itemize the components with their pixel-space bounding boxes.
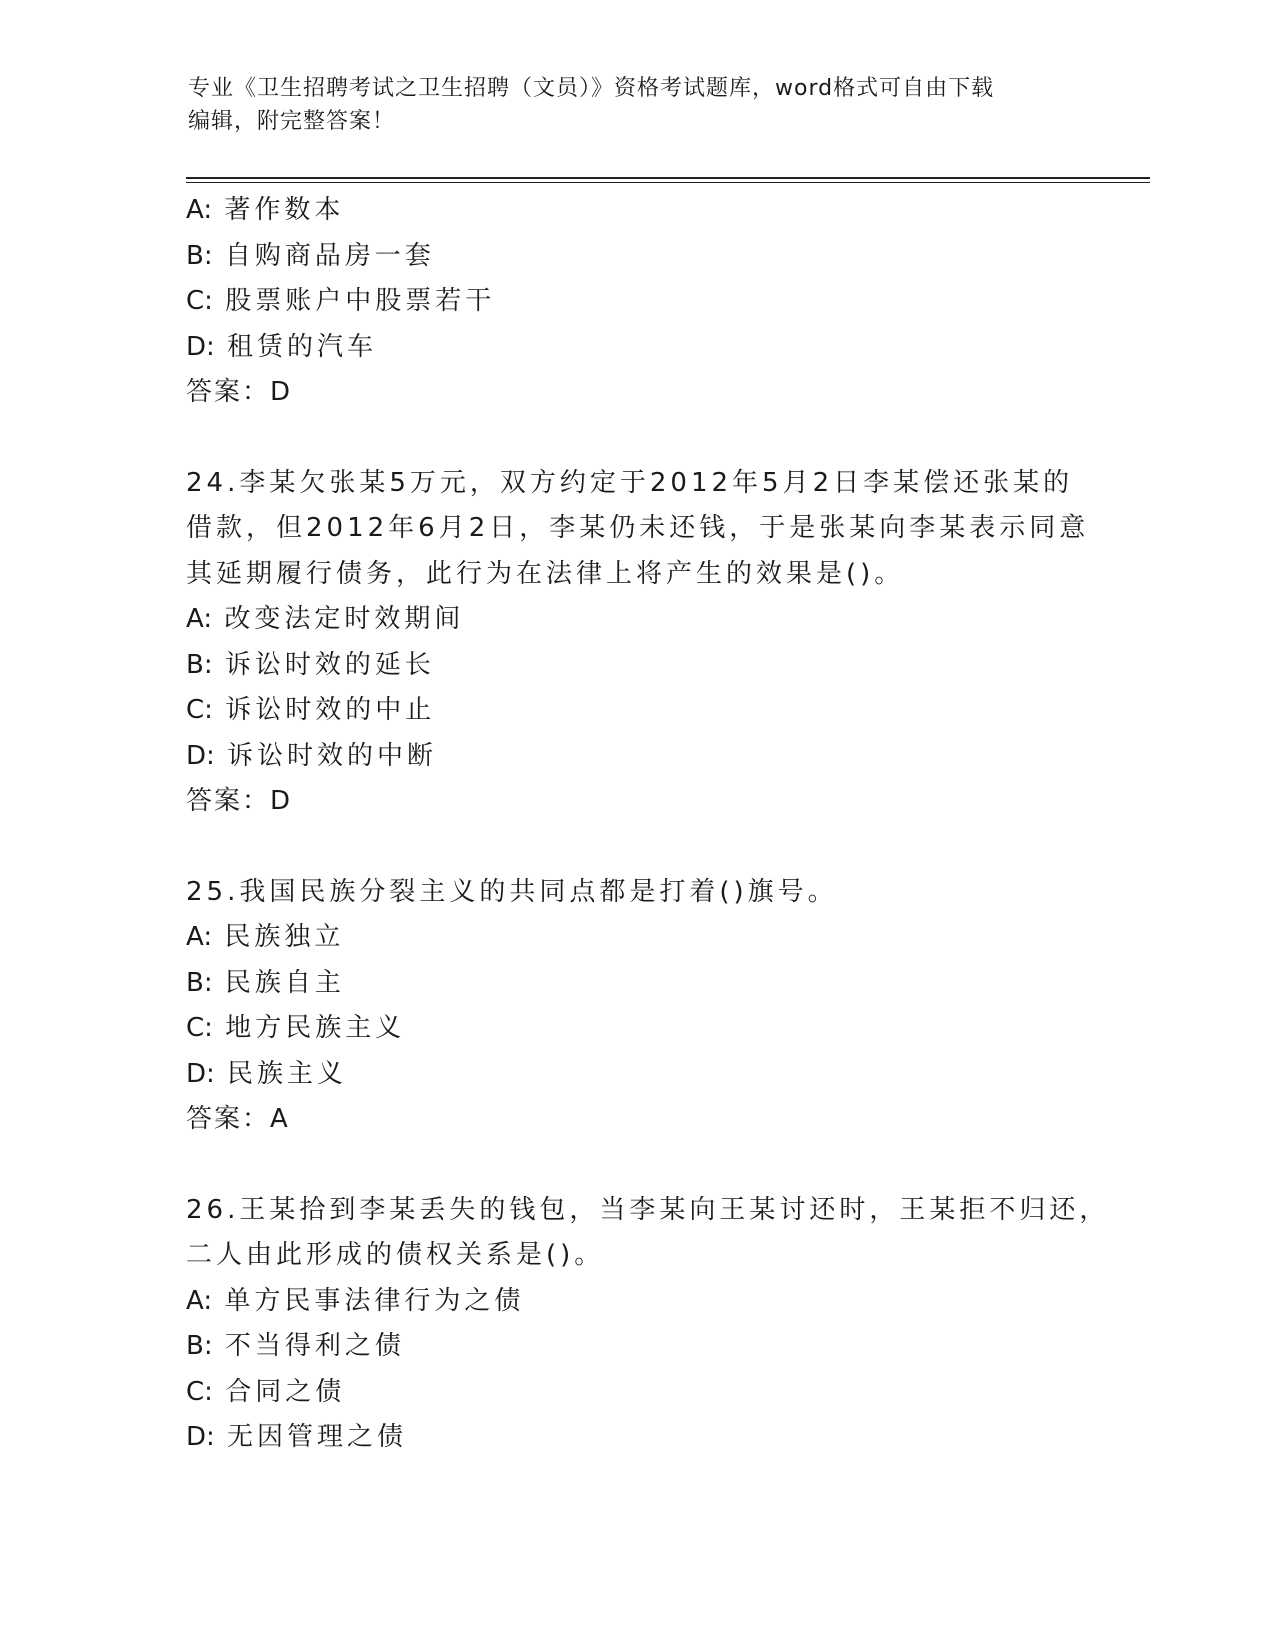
question-text-line: 24.李某欠张某5万元，双方约定于2012年5月2日李某偿还张某的 [186,467,1074,498]
option-c: C: 地方民族主义 [186,1013,406,1043]
answer-line: 答案：D [186,786,293,816]
question-text-line: 借款，但2012年6月2日，李某仍未还钱，于是张某向李某表示同意 [186,513,1090,543]
answer-line: 答案：A [186,1104,290,1134]
question-text-line: 26.王某拾到李某丢失的钱包，当李某向王某讨还时，王某拒不归还， [186,1194,1110,1225]
option-c: C: 合同之债 [186,1376,346,1407]
option-b: B: 自购商品房一套 [186,240,435,271]
header-line-2: 编辑，附完整答案！ [188,109,396,134]
option-a: A: 单方民事法律行为之债 [186,1285,525,1316]
question-24 [186,461,1106,825]
answer-line: 答案：D [186,377,293,407]
option-d: D: 无因管理之债 [186,1422,408,1452]
option-b: B: 不当得利之债 [186,1331,405,1361]
option-a: A: 改变法定时效期间 [186,604,465,634]
document-body [186,188,1110,1461]
option-a: A: 著作数本 [186,195,345,225]
question-text-line: 其延期履行债务，此行为在法律上将产生的效果是()。 [186,558,905,589]
header-line-1: 专业《卫生招聘考试之卫生招聘（文员）》资格考试题库，word格式可自由下载 [188,76,995,101]
option-c: C: 股票账户中股票若干 [186,286,496,316]
option-d: D: 民族主义 [186,1058,348,1089]
option-b: B: 诉讼时效的延长 [186,649,435,680]
option-b: B: 民族自主 [186,967,345,998]
header-divider [186,177,1150,183]
option-a: A: 民族独立 [186,922,345,952]
document-header [188,72,1088,138]
question-26 [186,1188,1110,1461]
option-d: D: 诉讼时效的中断 [186,740,438,771]
option-d: D: 租赁的汽车 [186,331,378,362]
question-text-line: 二人由此形成的债权关系是()。 [186,1240,605,1270]
question-23-options [186,188,1106,416]
option-c: C: 诉讼时效的中止 [186,695,436,725]
question-text-line: 25.我国民族分裂主义的共同点都是打着()旗号。 [186,876,838,907]
question-25 [186,870,1106,1143]
